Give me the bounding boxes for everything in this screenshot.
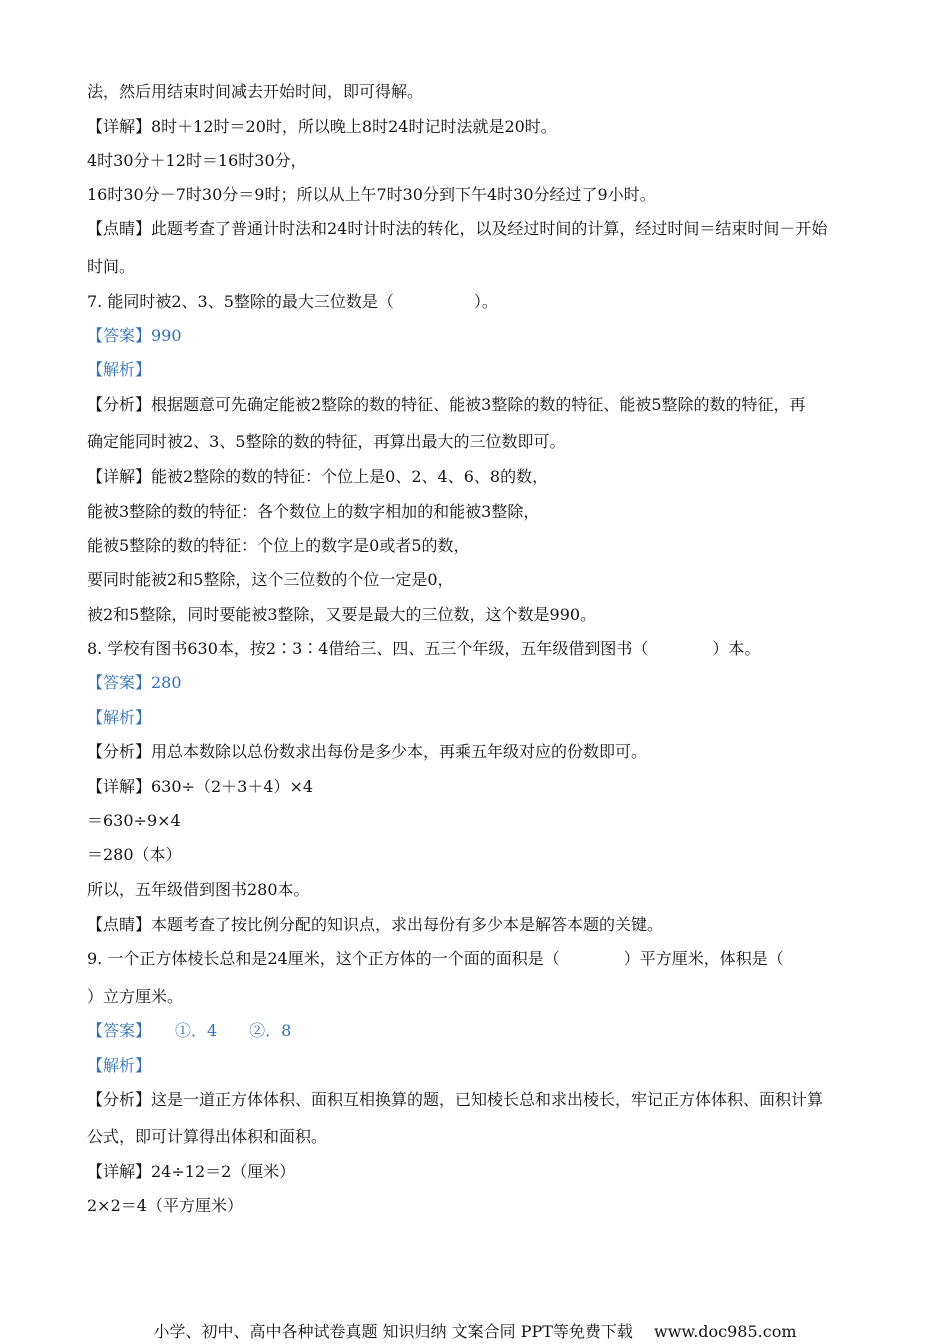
- text-line: 时间。: [87, 257, 136, 276]
- text-line: 能被3整除的数的特征：各个数位上的数字相加的和能被3整除，: [87, 502, 540, 521]
- text-line: 能被5整除的数的特征：个位上的数字是0或者5的数，: [87, 536, 470, 555]
- text-line: 【详解】24÷12＝2（厘米）: [87, 1162, 296, 1181]
- question-9: 9. 一个正方体棱长总和是24厘米，这个正方体的一个面的面积是（ ）平方厘米，体积是（: [87, 949, 784, 968]
- text-line: 被2和5整除，同时要能被3整除，又要是最大的三位数，这个数是990。: [87, 605, 597, 624]
- text-line: 【点睛】此题考查了普通计时法和24时计时法的转化，以及经过时间的计算，经过时间＝结束时间－开始: [87, 219, 828, 238]
- text-line: 法，然后用结束时间减去开始时间，即可得解。: [87, 82, 424, 101]
- question-7: 7. 能同时被2、3、5整除的最大三位数是（ ）。: [87, 292, 498, 311]
- text-line: 确定能同时被2、3、5整除的数的特征，再算出最大的三位数即可。: [87, 432, 566, 451]
- text-line: 16时30分－7时30分＝9时；所以从上午7时30分到下午4时30分经过了9小时。: [87, 185, 656, 204]
- text-line: 公式，即可计算得出体积和面积。: [87, 1127, 328, 1146]
- text-line: 所以，五年级借到图书280本。: [87, 880, 310, 899]
- analysis-label: 【解析】: [87, 708, 152, 727]
- answer-label: 【答案】280: [87, 673, 182, 692]
- text-line: 【详解】8时＋12时＝20时，所以晚上8时24时记时法就是20时。: [87, 117, 557, 136]
- text-line: ＝280（本）: [87, 845, 182, 864]
- analysis-label: 【解析】: [87, 360, 152, 379]
- text-line: ＝630÷9×4: [87, 811, 181, 830]
- text-line: ）立方厘米。: [87, 987, 184, 1006]
- page-footer: 小学、初中、高中各种试卷真题 知识归纳 文案合同 PPT等免费下载 www.doc985.com: [153, 1322, 797, 1341]
- text-line: 【点睛】本题考查了按比例分配的知识点，求出每份有多少本是解答本题的关键。: [87, 915, 664, 934]
- text-line: 【分析】这是一道正方体体积、面积互相换算的题，已知棱长总和求出棱长，牢记正方体体积、面积计算: [87, 1090, 824, 1109]
- answer-label: 【答案】 ①．4 ②．8: [87, 1021, 292, 1040]
- text-line: 2×2＝4（平方厘米）: [87, 1196, 243, 1215]
- text-line: 【分析】根据题意可先确定能被2整除的数的特征、能被3整除的数的特征、能被5整除的数的特征，再: [87, 395, 806, 414]
- text-line: 【详解】630÷（2＋3＋4）×4: [87, 777, 314, 796]
- question-8: 8. 学校有图书630本，按2∶3∶4借给三、四、五三个年级，五年级借到图书（ ）本。: [87, 639, 761, 658]
- answer-label: 【答案】990: [87, 326, 182, 345]
- text-line: 【详解】能被2整除的数的特征：个位上是0、2、4、6、8的数，: [87, 467, 549, 486]
- text-line: 4时30分＋12时＝16时30分，: [87, 151, 307, 170]
- text-line: 【分析】用总本数除以总份数求出每份是多少本，再乘五年级对应的份数即可。: [87, 742, 648, 761]
- text-line: 要同时能被2和5整除，这个三位数的个位一定是0，: [87, 570, 454, 589]
- analysis-label: 【解析】: [87, 1056, 152, 1075]
